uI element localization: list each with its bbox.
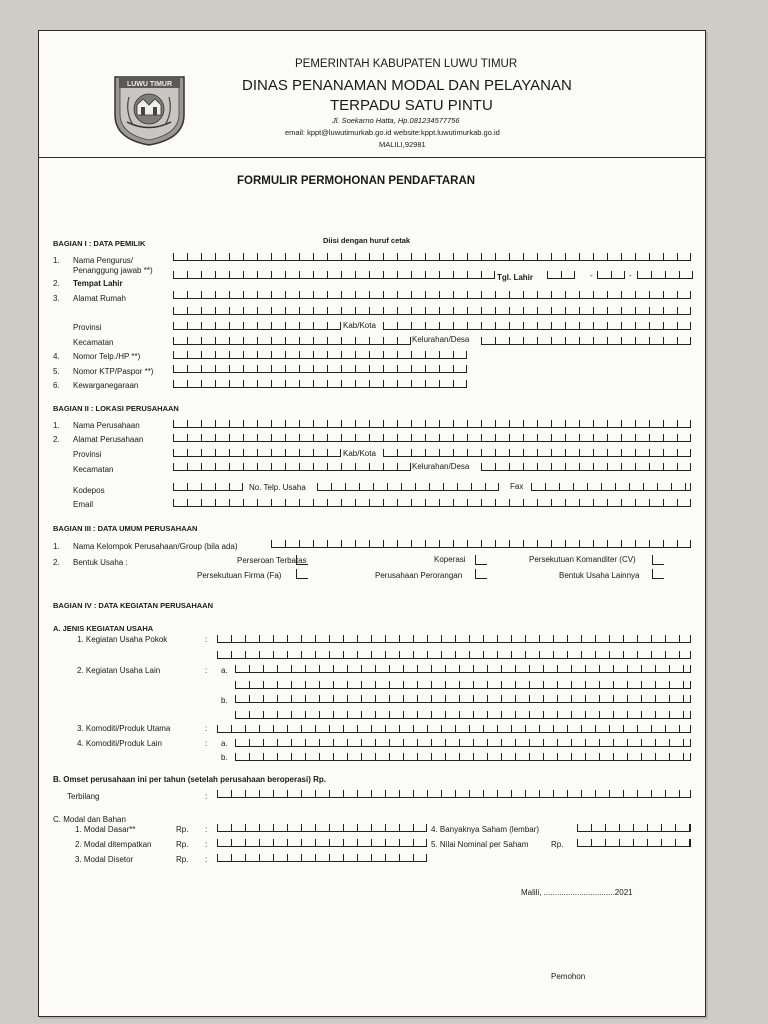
label-kodepos: Kodepos (73, 486, 105, 495)
label-nama-pengurus: Nama Pengurus/ (73, 256, 134, 265)
item-number: 2. (53, 558, 60, 567)
label-komoditi-utama: 3. Komoditi/Produk Utama (77, 724, 171, 733)
nomor-telp-field[interactable] (173, 351, 467, 359)
label-a: a. (221, 739, 228, 748)
label-provinsi: Provinsi (73, 450, 102, 459)
government-name: PEMERINTAH KABUPATEN LUWU TIMUR (295, 58, 518, 70)
lainnya-checkbox[interactable] (652, 569, 664, 579)
colon: : (205, 840, 208, 849)
komoditi-lain-a-field[interactable] (235, 739, 691, 747)
form-title: FORMULIR PERMOHONAN PENDAFTARAN (237, 175, 476, 187)
agency-contact: email: kppt@luwutimurkab.go.id website:kppt.luwutimurkab.go.id (285, 128, 500, 137)
modal-ditempatkan-field[interactable] (217, 839, 427, 847)
label-modal-dasar: 1. Modal Dasar** (75, 825, 136, 834)
alamat-rumah-field-1[interactable] (173, 291, 691, 299)
label-b: b. (221, 696, 228, 705)
label-nama-kelompok: Nama Kelompok Perusahaan/Group (bila ada) (73, 542, 238, 551)
date-separator: - (629, 271, 632, 280)
colon: : (205, 739, 208, 748)
email-field[interactable] (173, 499, 691, 507)
item-number: 1. (53, 542, 60, 551)
kab-kota-field[interactable] (383, 322, 691, 330)
kegiatan-lain-a-field-1[interactable] (235, 665, 691, 673)
birth-year-field[interactable] (637, 271, 693, 279)
option-cv: Persekutuan Komanditer (CV) (529, 555, 636, 564)
label-alamat-rumah: Alamat Rumah (73, 294, 126, 303)
agency-name-line-2: TERPADU SATU PINTU (330, 97, 493, 114)
label-kewarganegaraan: Kewarganegaraan (73, 381, 139, 390)
label-provinsi: Provinsi (73, 323, 102, 332)
label-penanggung-jawab: Penanggung jawab **) (73, 266, 153, 275)
nama-perusahaan-field[interactable] (173, 420, 691, 428)
item-number: 1. (53, 421, 60, 430)
label-terbilang: Terbilang (67, 792, 100, 801)
label-rp: Rp. (551, 840, 564, 849)
komoditi-lain-b-field[interactable] (235, 753, 691, 761)
option-perorangan: Perusahaan Perorangan (375, 571, 463, 580)
item-number: 6. (53, 381, 60, 390)
kegiatan-lain-b-field-2[interactable] (235, 711, 691, 719)
birth-month-field[interactable] (597, 271, 625, 279)
label-email: Email (73, 500, 94, 509)
letterhead (39, 31, 705, 158)
kegiatan-usaha-pokok-field-2[interactable] (217, 651, 691, 659)
option-koperasi: Koperasi (434, 555, 466, 564)
label-banyaknya-saham: 4. Banyaknya Saham (lembar) (431, 825, 540, 834)
place-date: Malili, ................................2021 (521, 888, 633, 897)
section-3-title: BAGIAN III : DATA UMUM PERUSAHAAN (53, 524, 198, 533)
nama-kelompok-field[interactable] (271, 540, 691, 548)
modal-disetor-field[interactable] (217, 854, 427, 862)
colon: : (205, 855, 208, 864)
section-2-title: BAGIAN II : LOKASI PERUSAHAAN (53, 404, 179, 413)
label-kab-kota: Kab/Kota (343, 449, 376, 458)
label-no-telp-usaha: No. Telp. Usaha (249, 483, 306, 492)
colon: : (205, 792, 208, 801)
perusahaan-provinsi-field[interactable] (173, 449, 341, 457)
label-bentuk-usaha: Bentuk Usaha : (73, 558, 128, 567)
item-number: 2. (53, 435, 60, 444)
koperasi-checkbox[interactable] (475, 555, 487, 565)
label-rp: Rp. (176, 825, 189, 834)
label-kecamatan: Kecamatan (73, 465, 114, 474)
label-kegiatan-usaha-lain: 2. Kegiatan Usaha Lain (77, 666, 161, 675)
kegiatan-lain-a-field-2[interactable] (235, 681, 691, 689)
label-b: b. (221, 753, 228, 762)
colon: : (205, 635, 208, 644)
agency-address: Jl. Soekarno Hatta, Hp.081234577756 (332, 116, 460, 125)
item-number: 5. (53, 367, 60, 376)
label-rp: Rp. (176, 855, 189, 864)
banyaknya-saham-field[interactable] (577, 824, 691, 832)
perusahaan-kab-kota-field[interactable] (383, 449, 691, 457)
label-kegiatan-usaha-pokok: 1. Kegiatan Usaha Pokok (77, 635, 168, 644)
item-number: 2. (53, 279, 60, 288)
label-komoditi-lain: 4. Komoditi/Produk Lain (77, 739, 162, 748)
option-lainnya: Bentuk Usaha Lainnya (559, 571, 640, 580)
item-number: 3. (53, 294, 60, 303)
label-alamat-perusahaan: Alamat Perusahaan (73, 435, 144, 444)
label-nomor-telp: Nomor Telp./HP **) (73, 352, 141, 361)
colon: : (205, 724, 208, 733)
alamat-rumah-field-2[interactable] (173, 307, 691, 315)
label-nomor-ktp: Nomor KTP/Paspor **) (73, 367, 154, 376)
label-modal-ditempatkan: 2. Modal ditempatkan (75, 840, 152, 849)
date-separator: - (590, 271, 593, 280)
signer-label: Pemohon (551, 972, 586, 981)
subsection-b-title: B. Omset perusahaan ini per tahun (setelah perusahaan beroperasi) Rp. (53, 775, 326, 784)
form-page (38, 30, 706, 1017)
provinsi-field[interactable] (173, 322, 341, 330)
kegiatan-lain-b-field-1[interactable] (235, 695, 691, 703)
firma-checkbox[interactable] (296, 569, 308, 579)
luwu-timur-emblem-icon (107, 67, 192, 147)
kelurahan-desa-field[interactable] (481, 337, 691, 345)
cv-checkbox[interactable] (652, 555, 664, 565)
label-rp: Rp. (176, 840, 189, 849)
subsection-c-title: C. Modal dan Bahan (53, 815, 126, 824)
subsection-a-title: A. JENIS KEGIATAN USAHA (53, 624, 154, 633)
nama-pengurus-field[interactable] (173, 253, 691, 261)
agency-city: MALILI,92981 (379, 140, 426, 149)
label-kecamatan: Kecamatan (73, 338, 114, 347)
label-tgl-lahir: Tgl. Lahir (497, 273, 533, 282)
perusahaan-kelurahan-field[interactable] (481, 463, 691, 471)
label-a: a. (221, 666, 228, 675)
label-tempat-lahir: Tempat Lahir (73, 279, 123, 288)
item-number: 1. (53, 256, 60, 265)
kecamatan-field[interactable] (173, 337, 411, 345)
kewarganegaraan-field[interactable] (173, 380, 467, 388)
label-nama-perusahaan: Nama Perusahaan (73, 421, 140, 430)
item-number: 4. (53, 352, 60, 361)
section-1-title: BAGIAN I : DATA PEMILIK (53, 239, 146, 248)
label-fax: Fax (510, 482, 524, 491)
logo-text: LUWU TIMUR (126, 81, 173, 88)
nomor-ktp-field[interactable] (173, 365, 467, 373)
no-telp-usaha-field[interactable] (317, 483, 499, 491)
perorangan-checkbox[interactable] (475, 569, 487, 579)
fax-field[interactable] (531, 483, 691, 491)
fill-instruction: Diisi dengan huruf cetak (323, 236, 411, 245)
label-kab-kota: Kab/Kota (343, 321, 376, 330)
section-4-title: BAGIAN IV : DATA KEGIATAN PERUSAHAAN (53, 601, 213, 610)
label-nilai-nominal: 5. Nilai Nominal per Saham (431, 840, 529, 849)
kegiatan-usaha-pokok-field-1[interactable] (217, 635, 691, 643)
colon: : (205, 666, 208, 675)
terbilang-field[interactable] (217, 790, 691, 798)
label-kelurahan-desa: Kelurahan/Desa (412, 462, 470, 471)
perusahaan-kecamatan-field[interactable] (173, 463, 411, 471)
tempat-lahir-field[interactable] (173, 271, 495, 279)
modal-dasar-field[interactable] (217, 824, 427, 832)
nilai-nominal-field[interactable] (577, 839, 691, 847)
option-firma: Persekutuan Firma (Fa) (197, 571, 282, 580)
label-modal-disetor: 3. Modal Disetor (75, 855, 134, 864)
agency-name-line-1: DINAS PENANAMAN MODAL DAN PELAYANAN (242, 77, 572, 94)
perseroan-terbatas-checkbox[interactable] (296, 555, 308, 565)
alamat-perusahaan-field[interactable] (173, 434, 691, 442)
komoditi-utama-field[interactable] (217, 725, 691, 733)
kodepos-field[interactable] (173, 483, 243, 491)
colon: : (205, 825, 208, 834)
label-kelurahan-desa: Kelurahan/Desa (412, 335, 470, 344)
birth-day-field[interactable] (547, 271, 575, 279)
option-perseroan-terbatas: Perseroan Terbatas (237, 556, 307, 565)
